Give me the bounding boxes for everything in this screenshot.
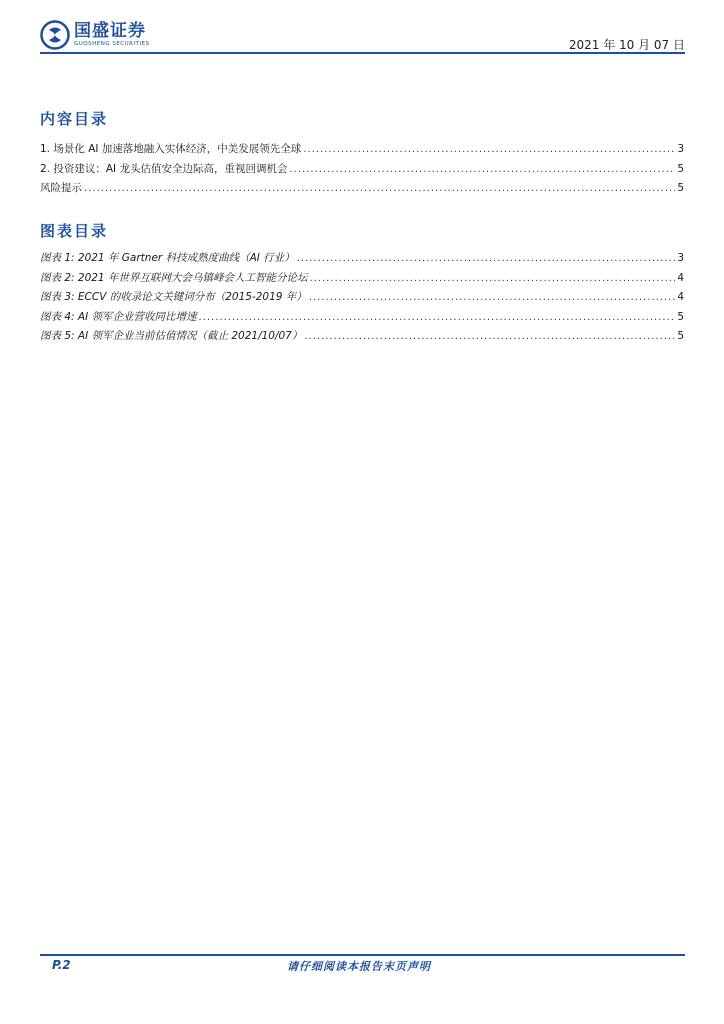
toc-item-page: 5 (677, 162, 684, 175)
figures-title: 图表目录 (40, 222, 109, 240)
toc-item[interactable] (40, 161, 684, 181)
figure-item[interactable] (40, 309, 684, 329)
figure-item-label: 图表 2: 2021 年世界互联网大会乌镇峰会人工智能分论坛 (40, 271, 308, 284)
company-name-cn: 国盛证券 (74, 21, 146, 41)
toc-leader (199, 312, 676, 323)
toc-leader (84, 183, 675, 194)
figure-item-label: 图表 4: AI 领军企业营收同比增速 (40, 310, 197, 323)
figure-item-page: 5 (677, 310, 684, 323)
footer-divider (40, 954, 685, 956)
figure-item[interactable] (40, 328, 684, 348)
page-number: P.2 (52, 958, 71, 972)
figure-item-label: 图表 3: ECCV 的收录论文关键词分布（2015-2019 年） (40, 291, 307, 303)
toc-leader (304, 331, 675, 342)
toc-leader (309, 273, 675, 284)
figure-item[interactable] (40, 289, 684, 309)
figures-list (40, 250, 684, 348)
toc-item-label: 风险提示 (40, 182, 82, 194)
toc-leader (303, 144, 675, 155)
toc-item-label: 1. 场景化 AI 加速落地融入实体经济，中美发展领先全球 (40, 143, 302, 155)
toc-leader (289, 164, 675, 175)
logo-icon (40, 20, 70, 50)
figure-item-page: 5 (677, 330, 684, 342)
contents-title: 内容目录 (40, 110, 109, 128)
toc-item-page: 5 (677, 182, 684, 194)
toc-item-page: 3 (677, 143, 684, 155)
figure-item-page: 4 (677, 271, 684, 284)
company-logo (40, 20, 150, 50)
figure-item[interactable] (40, 250, 684, 270)
disclaimer-note: 请仔细阅读本报告末页声明 (287, 960, 431, 973)
toc-leader (309, 292, 676, 303)
toc-leader (297, 253, 676, 264)
figure-item-label: 图表 5: AI 领军企业当前估值情况（截止 2021/10/07） (40, 330, 303, 342)
figure-item-label: 图表 1: 2021 年 Gartner 科技成熟度曲线（AI 行业） (40, 252, 295, 264)
toc-item[interactable] (40, 180, 684, 200)
toc-item[interactable] (40, 141, 684, 161)
contents-list (40, 141, 684, 200)
header-divider (40, 52, 685, 54)
figure-item-page: 4 (677, 291, 684, 303)
figure-item-page: 3 (677, 252, 684, 264)
report-date: 2021 年 10 月 07 日 (568, 38, 685, 52)
toc-item-label: 2. 投资建议：AI 龙头估值安全边际高，重视回调机会 (40, 162, 288, 175)
figure-item[interactable] (40, 270, 684, 290)
company-name-en: GUOSHENG SECURITIES (74, 41, 150, 47)
